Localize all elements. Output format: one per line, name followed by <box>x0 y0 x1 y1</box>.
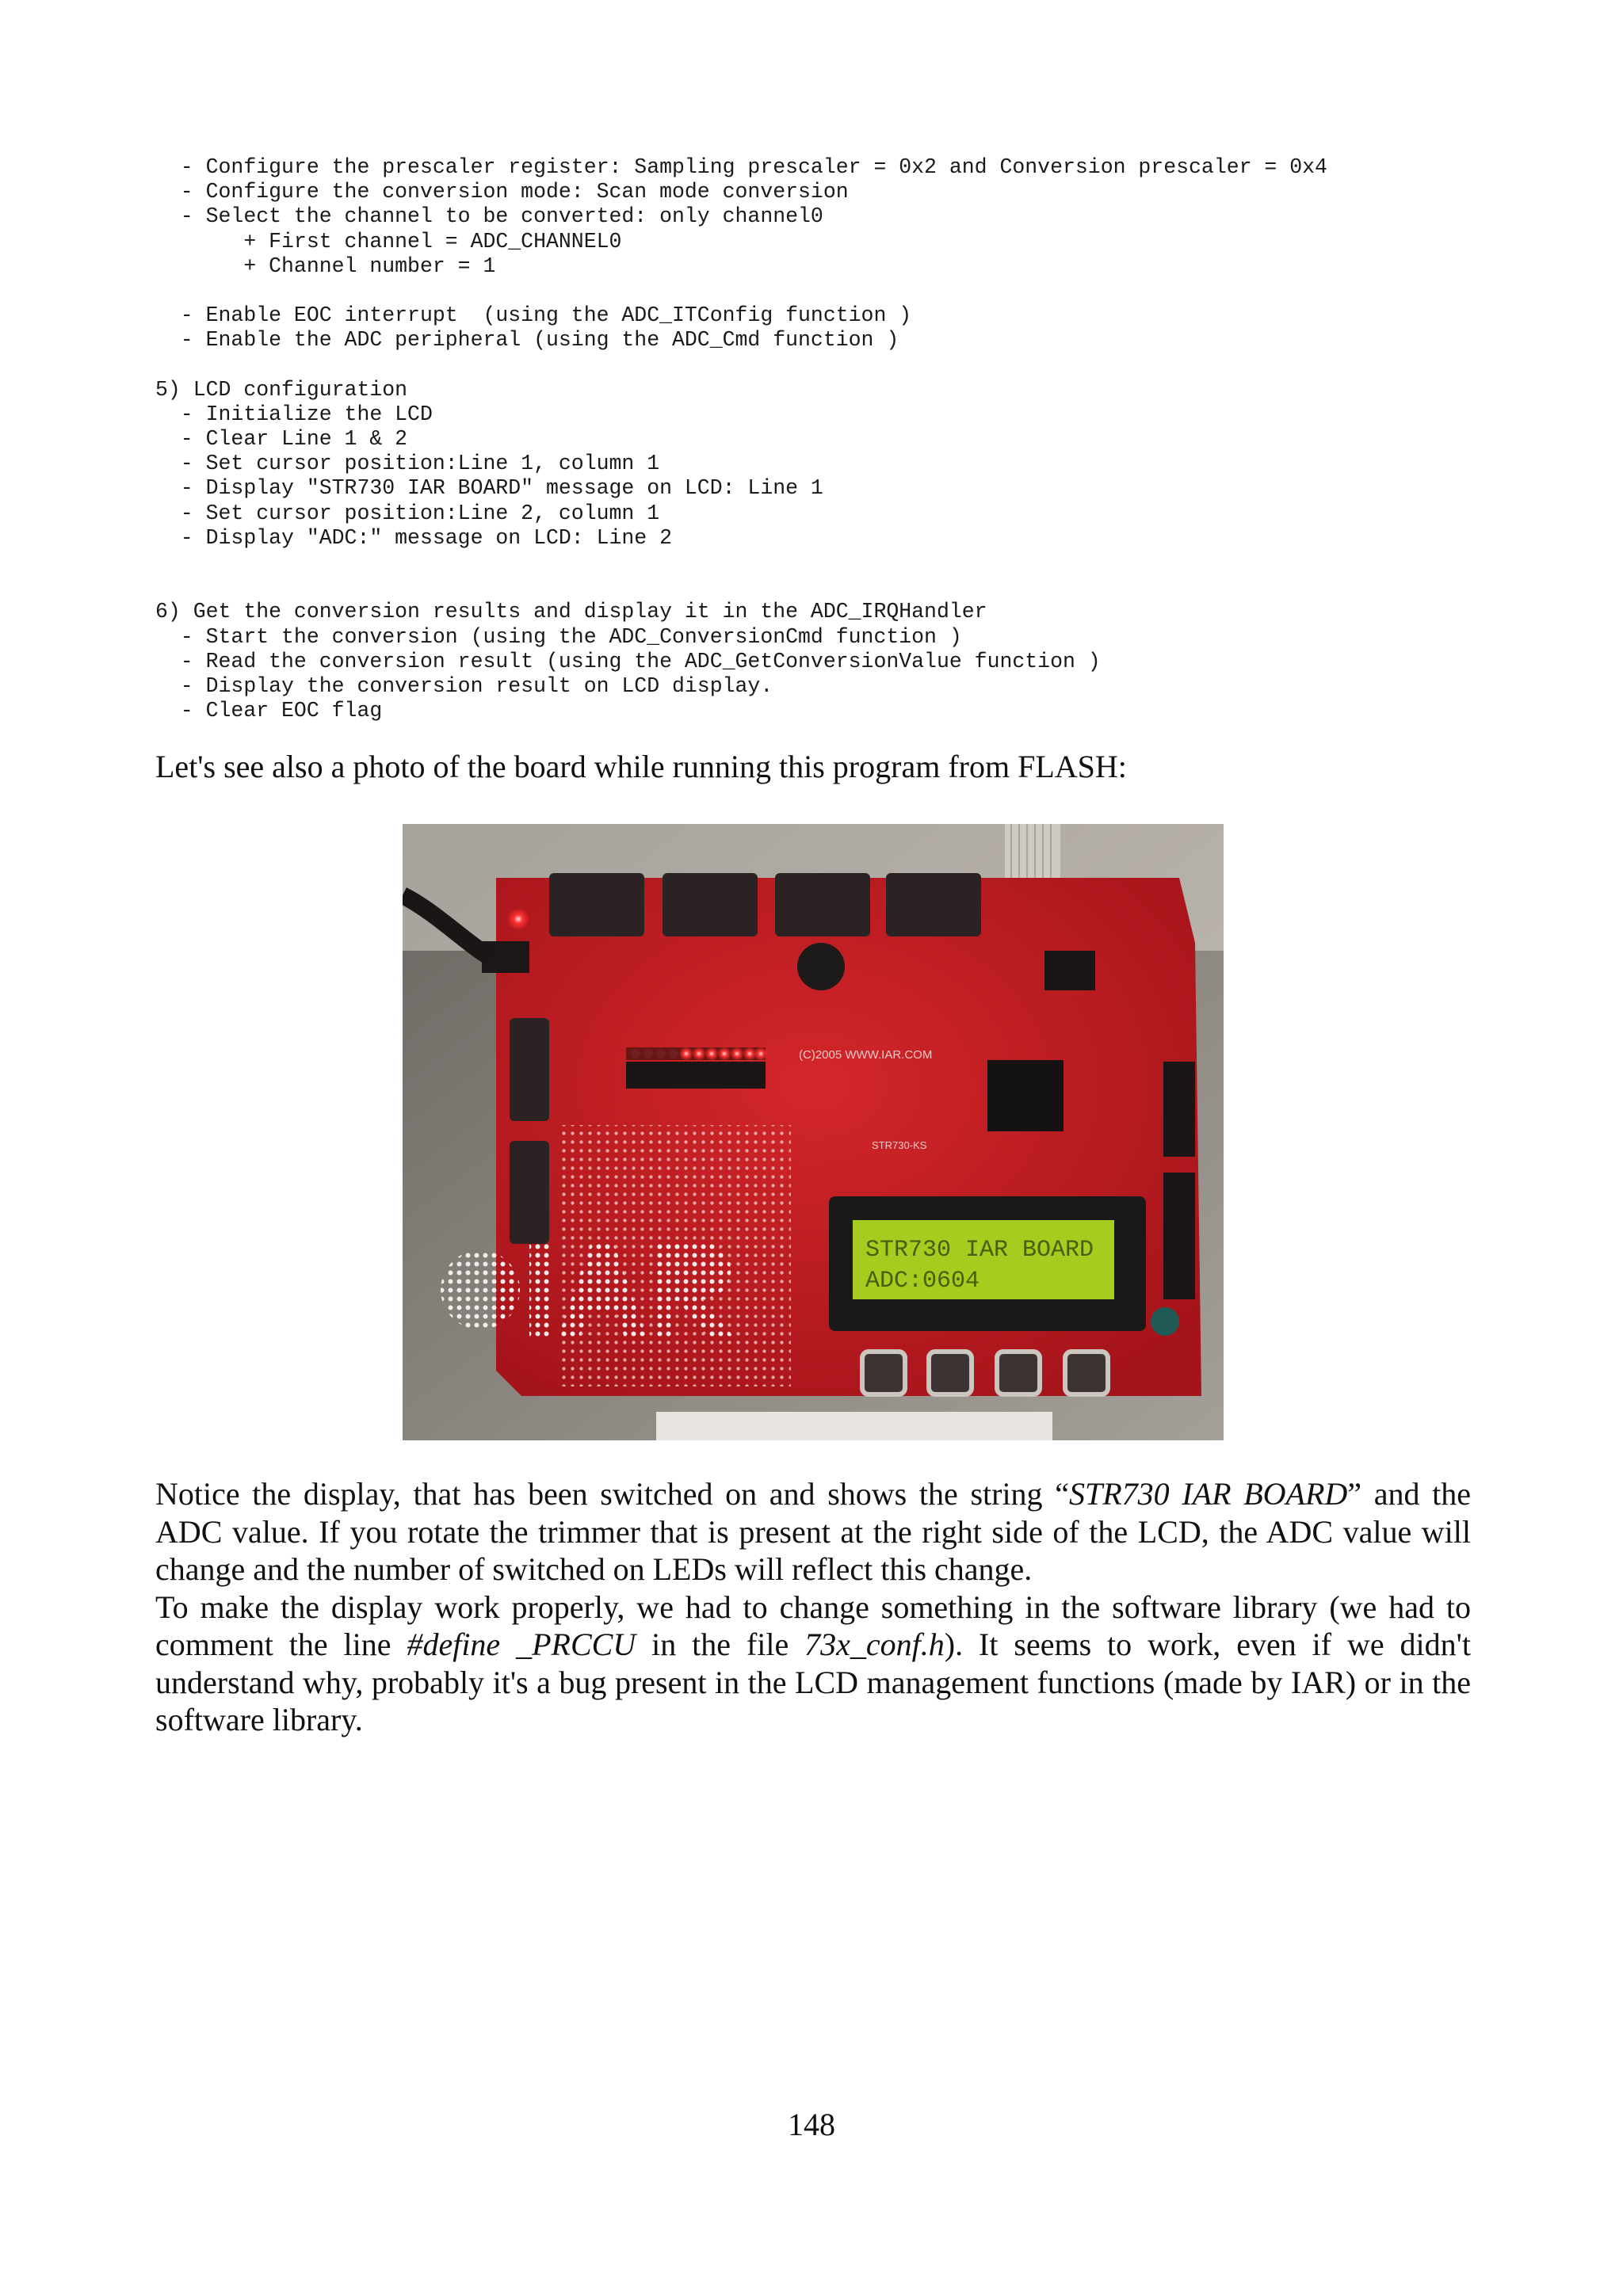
code-line <box>155 575 1327 600</box>
code-line: - Initialize the LCD <box>155 402 433 426</box>
board-logo <box>541 1368 559 1381</box>
code-line: - Enable the ADC peripheral (using the ADC_Cmd function ) <box>155 328 899 353</box>
paper-sheet-lower <box>656 1412 1052 1440</box>
trimmer <box>1151 1307 1179 1336</box>
jtag-header <box>1044 951 1095 990</box>
right-header-lower <box>1163 1173 1195 1299</box>
led-bar <box>626 1047 768 1061</box>
code-line: + Channel number = 1 <box>155 254 496 278</box>
display-note: Notice the display, that has been switched on and shows the string “STR730 IAR BOARD” and the ADC value. If you rotate the trimmer that is present at the right side of the LCD, the ADC value will change and the number of switched on LEDs will reflect this change. <box>155 1476 1471 1587</box>
code-line: - Select the channel to be converted: only channel0 <box>155 204 823 229</box>
lcd-line-1: STR730 IAR BOARD <box>865 1237 1094 1264</box>
lcd-string: STR730 IAR BOARD <box>1068 1476 1348 1512</box>
board-copyright: (C)2005 WWW.IAR.COM <box>799 1048 933 1062</box>
intro-paragraph: Let's see also a photo of the board while running this program from FLASH: <box>155 749 1127 784</box>
code-line: - Clear EOC flag <box>155 699 383 723</box>
power-led <box>507 908 529 930</box>
code-line: - Enable EOC interrupt (using the ADC_ITConfig function ) <box>155 303 912 328</box>
code-line: - Configure the conversion mode: Scan mode conversion <box>155 180 849 204</box>
code-line <box>155 551 1327 575</box>
config-filename: 73x_conf.h <box>804 1627 945 1662</box>
board-model: STR730-KS <box>872 1139 927 1151</box>
code-line <box>155 353 1327 378</box>
code-line: - Read the conversion result (using the ADC_GetConversionValue function ) <box>155 649 1101 673</box>
library-note: To make the display work properly, we had to change something in the software library (we had to comment the line #define _PRCCU in the file 73x_conf.h). It seems to work, even if we didn't understand why, probably it's a bug present in the LCD management functions (made by IAR) or in the software library. <box>155 1589 1471 1737</box>
code-line: - Set cursor position:Line 1, column 1 <box>155 452 660 476</box>
code-line: 5) LCD configuration <box>155 377 408 402</box>
code-line: - Start the conversion (using the ADC_ConversionCmd function ) <box>155 624 962 649</box>
define-directive: #define _PRCCU <box>407 1627 636 1662</box>
page-number: 148 <box>788 2107 835 2142</box>
code-line: 6) Get the conversion results and display it in the ADC_IRQHandler <box>155 600 987 624</box>
led-driver-chip <box>626 1062 766 1089</box>
board-photo <box>403 824 1224 1440</box>
code-line: - Display "ADC:" message on LCD: Line 2 <box>155 525 673 550</box>
notice-paragraph <box>155 1475 1471 1739</box>
right-header <box>1163 1062 1195 1157</box>
code-line: - Configure the prescaler register: Sampling prescaler = 0x2 and Conversion prescaler = 0x4 <box>155 155 1327 179</box>
code-line: - Clear Line 1 & 2 <box>155 427 408 452</box>
code-line: - Display "STR730 IAR BOARD" message on LCD: Line 1 <box>155 476 823 501</box>
code-line <box>155 279 1327 303</box>
microcontroller-chip <box>987 1060 1064 1131</box>
lcd-line-2: ADC:0604 <box>865 1268 980 1295</box>
code-line: - Set cursor position:Line 2, column 1 <box>155 501 660 525</box>
code-listing <box>155 155 1327 723</box>
code-line: + First channel = ADC_CHANNEL0 <box>155 229 622 254</box>
code-line: - Display the conversion result on LCD display. <box>155 673 773 698</box>
buzzer <box>797 943 845 990</box>
